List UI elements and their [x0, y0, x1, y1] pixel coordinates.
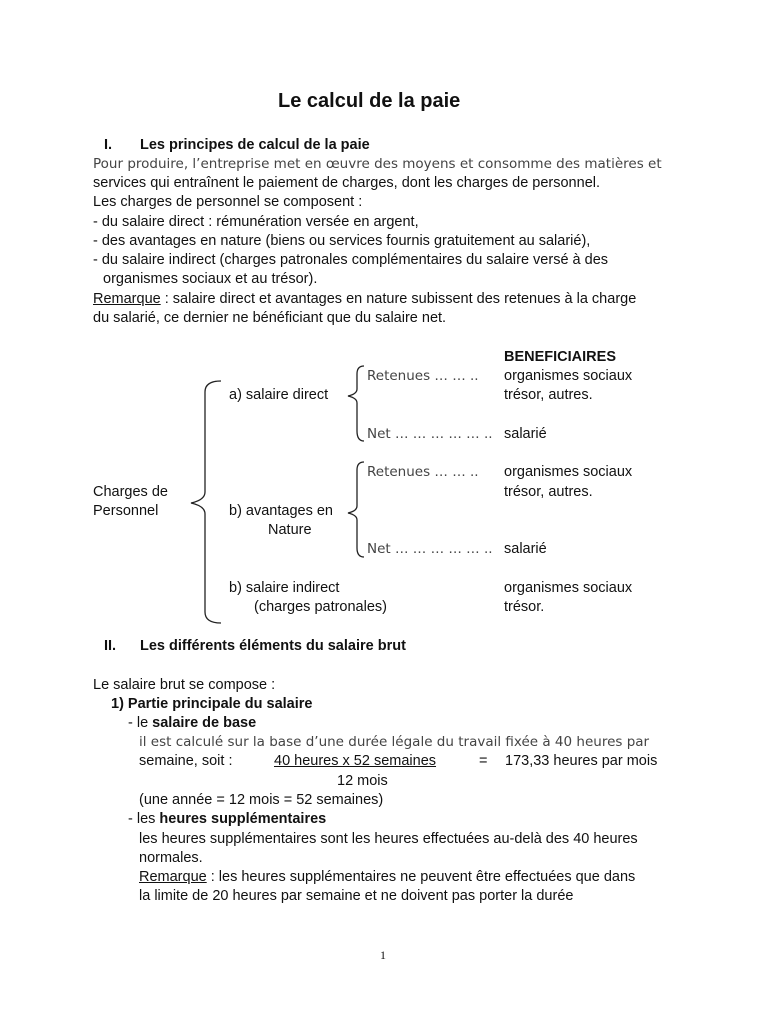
list-item — [128, 714, 256, 733]
beneficiary: trésor. — [504, 599, 545, 615]
retenues-label: Retenues … … .. — [367, 368, 479, 384]
branch-salaire-indirect: b) salaire indirect — [229, 580, 340, 596]
list-item-term: heures supplémentaires — [159, 811, 327, 827]
net-label: Net … … … … … .. — [367, 426, 493, 442]
root-label: Personnel — [93, 503, 159, 519]
section-2-number: II. — [104, 638, 117, 654]
beneficiary: trésor, autres. — [504, 387, 593, 403]
net-label: Net … … … … … .. — [367, 541, 493, 557]
fraction-numerator: 40 heures x 52 semaines — [274, 753, 437, 769]
remark — [139, 868, 635, 887]
retenues-label: Retenues … … .. — [367, 464, 479, 480]
remark-text: : les heures supplémentaires ne peuvent être effectuées que dans — [206, 869, 636, 885]
remark-continuation: du salarié, ce dernier ne bénéficiant que du salaire net. — [93, 310, 447, 326]
remark-continuation: la limite de 20 heures par semaine et ne doivent pas porter la durée — [139, 888, 574, 904]
main-brace — [191, 381, 221, 623]
remark-label: Remarque — [93, 291, 161, 307]
paragraph-line: semaine, soit : — [139, 753, 233, 769]
page-title: Le calcul de la paie — [278, 90, 461, 112]
remark-text: : salaire direct et avantages en nature subissent des retenues à la charge — [160, 291, 637, 307]
beneficiaires-header: BENEFICIAIRES — [504, 349, 616, 365]
beneficiary: organismes sociaux — [504, 580, 633, 596]
paragraph-line: les heures supplémentaires sont les heures effectuées au-delà des 40 heures — [139, 831, 638, 847]
paragraph-line: (une année = 12 mois = 52 semaines) — [139, 792, 384, 808]
brace-avantages-nature — [348, 462, 364, 557]
list-item — [128, 810, 326, 829]
beneficiary: salarié — [504, 426, 547, 442]
branch-salaire-indirect-cont: (charges patronales) — [254, 599, 387, 615]
paragraph-line: Pour produire, l’entreprise met en œuvre des moyens et consomme des matières et — [93, 156, 662, 172]
list-item-term: salaire de base — [152, 715, 257, 731]
list-item-prefix: - les — [128, 811, 160, 827]
fraction-result: 173,33 heures par mois — [505, 753, 658, 769]
list-item: - du salaire direct : rémunération versée en argent, — [93, 214, 419, 230]
paragraph-line: Le salaire brut se compose : — [93, 677, 276, 693]
section-1-heading: Les principes de calcul de la paie — [140, 137, 370, 153]
beneficiary: trésor, autres. — [504, 484, 593, 500]
branch-avantages-nature-cont: Nature — [268, 522, 312, 538]
remark-label: Remarque — [139, 869, 207, 885]
branch-salaire-direct: a) salaire direct — [229, 387, 329, 403]
list-item-prefix: - le — [128, 715, 153, 731]
subsection-heading: 1) Partie principale du salaire — [111, 696, 313, 712]
section-1-number: I. — [104, 137, 113, 153]
equals-sign: = — [479, 753, 488, 769]
list-item: - des avantages en nature (biens ou services fournis gratuitement au salarié), — [93, 233, 591, 249]
branch-avantages-nature: b) avantages en — [229, 503, 333, 519]
beneficiary: organismes sociaux — [504, 464, 633, 480]
paragraph-line: il est calculé sur la base d’une durée légale du travail fixée à 40 heures par — [139, 734, 650, 750]
section-2-heading: Les différents éléments du salaire brut — [140, 638, 406, 654]
list-item: - du salaire indirect (charges patronales complémentaires du salaire versé à des — [93, 252, 609, 268]
brace-salaire-direct — [348, 366, 364, 441]
root-label: Charges de — [93, 484, 168, 500]
paragraph-line: normales. — [139, 850, 203, 866]
paragraph-line: Les charges de personnel se composent : — [93, 194, 363, 210]
page-number: 1 — [380, 948, 386, 962]
list-item-continuation: organismes sociaux et au trésor). — [103, 271, 318, 287]
beneficiary: salarié — [504, 541, 547, 557]
fraction-denominator: 12 mois — [337, 773, 388, 789]
beneficiary: organismes sociaux — [504, 368, 633, 384]
paragraph-line: services qui entraînent le paiement de charges, dont les charges de personnel. — [93, 175, 601, 191]
